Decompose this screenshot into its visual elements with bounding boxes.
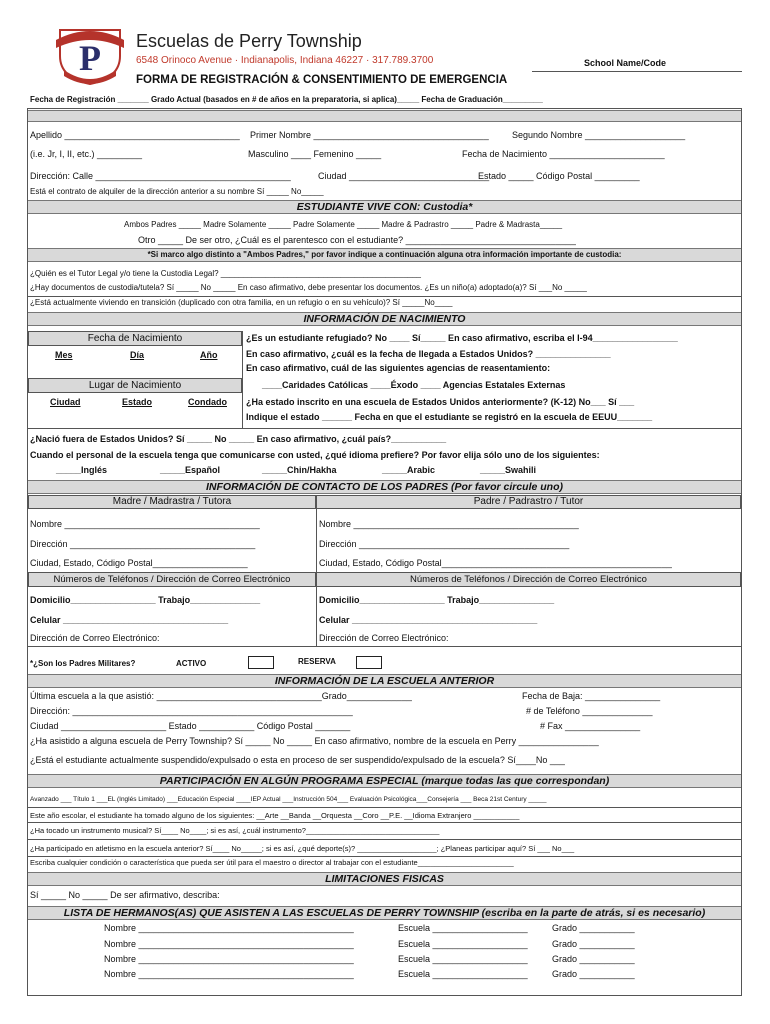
sibling-name[interactable]: Nombre ___________________________________________ xyxy=(104,954,354,964)
programs-title: PARTICIPACIÓN EN ALGÚN PROGRAMA ESPECIAL (marque todas las que correspondan) xyxy=(28,774,741,788)
reserve-checkbox[interactable] xyxy=(356,656,382,669)
spacer-bar xyxy=(28,110,741,122)
father-header: Padre / Padrastro / Tutor xyxy=(316,495,741,509)
perry-attended-question[interactable]: ¿Ha asistido a alguna escuela de Perry Township? Sí _____ No _____ En caso afirmativo, nombre de la escuela en Perry ________________ xyxy=(30,736,599,746)
state-zip-field[interactable]: Estado _____ Código Postal _________ xyxy=(478,171,640,181)
school-code-label: School Name/Code xyxy=(584,58,667,68)
father-home-phone[interactable]: Domicilio_________________ Trabajo_______________ xyxy=(319,595,555,605)
mother-city-field[interactable]: Ciudad, Estado, Código Postal___________________ xyxy=(30,558,248,568)
mother-home-phone[interactable]: Domicilio_________________ Trabajo______________ xyxy=(30,595,261,605)
divider xyxy=(28,646,741,647)
agencies-question: En caso afirmativo, cuál de las siguientes agencias de reasentamiento: xyxy=(246,363,551,373)
pob-header: Lugar de Nacimiento xyxy=(28,378,242,393)
pob-city: Ciudad xyxy=(50,397,81,407)
sibling-grade[interactable]: Grado ___________ xyxy=(552,969,635,979)
father-email[interactable]: Dirección de Correo Electrónico: xyxy=(319,633,449,643)
prev-fax-field[interactable]: # Fax _______________ xyxy=(540,721,641,731)
language-swahili[interactable]: _____Swahili xyxy=(480,465,537,475)
custody-note: *Si marco algo distinto a "Ambos Padres," por favor indique a continuación alguna otra información importante de custodia: xyxy=(28,248,741,262)
programs-list[interactable]: Avanzado ___ Título 1 ___EL (Inglés Limitado) ___Educación Especial ____IEP Actual ___Instrucción 504___ Evaluación Psicológica___Consejería ___ Beca 21st Century _____ xyxy=(30,796,547,803)
pob-state: Estado xyxy=(122,397,153,407)
language-chin[interactable]: _____Chin/Hakha xyxy=(262,465,337,475)
language-arabic[interactable]: _____Arabic xyxy=(382,465,436,475)
prev-address-field[interactable]: Dirección: ________________________________________________________ xyxy=(30,706,353,716)
prev-city-field[interactable]: Ciudad _____________________ Estado ___________ Código Postal _______ xyxy=(30,721,351,731)
dob-day: Día xyxy=(130,350,145,360)
birth-title: INFORMACIÓN DE NACIMIENTO xyxy=(28,312,741,326)
middle-name-field[interactable]: Segundo Nombre ____________________ xyxy=(512,130,686,140)
custody-title: ESTUDIANTE VIVE CON: Custodia* xyxy=(28,200,741,214)
reserve-label: RESERVA xyxy=(298,657,336,666)
instrument-question[interactable]: ¿Ha tocado un instrumento musical? Sí____ No____; si es así, ¿cuál instrumento?________________________________ xyxy=(30,826,440,835)
street-field[interactable]: Dirección: Calle _______________________________________ xyxy=(30,171,291,181)
sibling-grade[interactable]: Grado ___________ xyxy=(552,923,635,933)
sibling-name[interactable]: Nombre ___________________________________________ xyxy=(104,969,354,979)
sibling-school[interactable]: Escuela ___________________ xyxy=(398,969,528,979)
active-checkbox[interactable] xyxy=(248,656,274,669)
divider xyxy=(28,856,741,857)
school-name: Escuelas de Perry Township xyxy=(136,31,362,51)
divider xyxy=(28,807,741,808)
school-address: 6548 Orinoco Avenue · Indianapolis, Indiana 46227 · 317.789.3700 xyxy=(136,55,434,66)
sibling-name[interactable]: Nombre ___________________________________________ xyxy=(104,939,354,949)
pob-county: Condado xyxy=(188,397,227,407)
born-outside-question[interactable]: ¿Nació fuera de Estados Unidos? Sí _____ No _____ En caso afirmativo, ¿cuál país?___________ xyxy=(30,434,447,444)
withdraw-date-field[interactable]: Fecha de Baja: _______________ xyxy=(522,691,661,701)
father-address-field[interactable]: Dirección __________________________________________ xyxy=(319,539,570,549)
suspension-question[interactable]: ¿Está el estudiante actualmente suspendido/expulsado o esta en proceso de ser suspendido/expulsado de la escuela? Sí____No ___ xyxy=(30,755,565,765)
parents-title: INFORMACIÓN DE CONTACTO DE LOS PADRES (Por favor circule uno) xyxy=(28,480,741,494)
dob-field[interactable]: Fecha de Nacimiento _______________________ xyxy=(462,149,665,159)
father-cell-phone[interactable]: Celular _____________________________________ xyxy=(319,615,538,625)
custody-other[interactable]: Otro _____ De ser otro, ¿Cuál es el parentesco con el estudiante? __________________________________ xyxy=(138,235,576,245)
form-title: FORMA DE REGISTRACIÓN & CONSENTIMIENTO DE EMERGENCIA xyxy=(136,74,508,86)
parents-divider xyxy=(316,509,317,646)
dob-month: Mes xyxy=(55,350,73,360)
physical-title: LIMITACIONES FISICAS xyxy=(28,872,741,886)
dob-header: Fecha de Nacimiento xyxy=(28,331,242,346)
legal-guardian-question[interactable]: ¿Quién es el Tutor Legal y/o tiene la Custodia Legal? _____________________________________________ xyxy=(30,269,421,278)
sibling-school[interactable]: Escuela ___________________ xyxy=(398,954,528,964)
first-name-field[interactable]: Primer Nombre ___________________________________ xyxy=(250,130,489,140)
divider xyxy=(28,822,741,823)
birth-divider xyxy=(242,331,243,429)
prev-us-state-question[interactable]: Indique el estado ______ Fecha en que el estudiante se registró en la escuela de EEUU_______ xyxy=(246,412,653,422)
physical-question[interactable]: Sí _____ No _____ De ser afirmativo, describa: xyxy=(30,890,220,900)
sibling-grade[interactable]: Grado ___________ xyxy=(552,954,635,964)
perry-logo xyxy=(52,26,128,86)
school-code-line xyxy=(532,71,742,72)
mother-cell-phone[interactable]: Celular _________________________________ xyxy=(30,615,229,625)
sibling-school[interactable]: Escuela ___________________ xyxy=(398,939,528,949)
prev-school-title: INFORMACIÓN DE LA ESCUELA ANTERIOR xyxy=(28,674,741,688)
refugee-question[interactable]: ¿Es un estudiante refugiado? No ____ Sí_____ En caso afirmativo, escriba el I-94_________________ xyxy=(246,333,678,343)
mother-header: Madre / Madrastra / Tutora xyxy=(28,495,316,509)
arrival-question[interactable]: En caso afirmativo, ¿cuál es la fecha de llegada a Estados Unidos? _______________ xyxy=(246,349,611,359)
conditions-question[interactable]: Escriba cualquier condición o característica que pueda ser útil para el maestro o director al trabajar con el estudiante_______________________ xyxy=(30,858,514,867)
prev-us-school-question[interactable]: ¿Ha estado inscrito en una escuela de Estados Unidos anteriormente? (K-12) No___ Sí ___ xyxy=(246,397,635,407)
registration-line: Fecha de Registración _______ Grado Actual (basados en # de años en la preparatoria, si aplica)_____ Fecha de Graduación_________ xyxy=(30,95,543,104)
active-label: ACTIVO xyxy=(176,659,207,668)
language-question: Cuando el personal de la escuela tenga que comunicarse con usted, ¿qué idioma prefiere? Por favor elija sólo uno de los siguientes: xyxy=(30,450,600,460)
transition-question[interactable]: ¿Está actualmente viviendo en transición (duplicado con otra familia, en un refugio o en su vehículo)? Sí _____No____ xyxy=(30,298,453,307)
language-english[interactable]: _____Inglés xyxy=(56,465,108,475)
agencies-options[interactable]: ____Caridades Católicas ____Éxodo ____ Agencias Estatales Externas xyxy=(262,380,566,390)
divider xyxy=(28,428,741,429)
dob-year: Año xyxy=(200,350,218,360)
sibling-grade[interactable]: Grado ___________ xyxy=(552,939,635,949)
father-phone-header: Números de Teléfonos / Dirección de Correo Electrónico xyxy=(316,572,741,587)
language-spanish[interactable]: _____Español xyxy=(160,465,221,475)
suffix-field[interactable]: (i.e. Jr, I, II, etc.) _________ xyxy=(30,149,143,159)
siblings-title: LISTA DE HERMANOS(AS) QUE ASISTEN A LAS ESCUELAS DE PERRY TOWNSHIP (escriba en la parte de atrás, si es necesario) xyxy=(28,906,741,920)
city-field[interactable]: Ciudad ____________________________ xyxy=(318,171,490,181)
last-name-field[interactable]: Apellido ___________________________________ xyxy=(30,130,240,140)
military-question: *¿Son los Padres Militares? xyxy=(30,659,136,668)
custody-docs-question[interactable]: ¿Hay documentos de custodia/tutela? Sí _____ No _____ En caso afirmativo, debe presentar los documentos. ¿Es un niño(a) adoptado(a)? Sí ___No _____ xyxy=(30,283,587,292)
svg-text:P: P xyxy=(79,38,101,78)
athletics-question[interactable]: ¿Ha participado en atletismo en la escuela anterior? Sí____ No_____; si es así, ¿qué deporte(s)? ___________________; ¿Planeas participar aquí? Sí ___ No___ xyxy=(30,844,575,853)
divider xyxy=(28,296,741,297)
divider xyxy=(28,839,741,840)
prev-phone-field[interactable]: # de Teléfono ______________ xyxy=(526,706,653,716)
mother-name-field[interactable]: Nombre _______________________________________ xyxy=(30,519,260,529)
mother-phone-header: Números de Teléfonos / Dirección de Correo Electrónico xyxy=(28,572,316,587)
father-city-field[interactable]: Ciudad, Estado, Código Postal______________________________________________ xyxy=(319,558,672,568)
activities-question[interactable]: Este año escolar, el estudiante ha tomado alguno de los siguientes: __Arte __Banda __Orquesta __Coro __P.E. __Idioma Extranjero ___________ xyxy=(30,811,520,820)
lease-question[interactable]: Está el contrato de alquiler de la dirección anterior a su nombre Sí _____ No_____ xyxy=(30,187,324,196)
mother-address-field[interactable]: Dirección _____________________________________ xyxy=(30,539,256,549)
father-name-field[interactable]: Nombre _____________________________________________ xyxy=(319,519,579,529)
gender-field[interactable]: Masculino ____ Femenino _____ xyxy=(248,149,382,159)
last-school-field[interactable]: Última escuela a la que asistió: _________________________________Grado_____________ xyxy=(30,691,412,701)
sibling-school[interactable]: Escuela ___________________ xyxy=(398,923,528,933)
sibling-name[interactable]: Nombre ___________________________________________ xyxy=(104,923,354,933)
mother-email[interactable]: Dirección de Correo Electrónico: xyxy=(30,633,160,643)
custody-options[interactable]: Ambos Padres _____ Madre Solamente _____ Padre Solamente _____ Madre & Padrastro _____ Padre & Madrasta_____ xyxy=(124,220,563,229)
